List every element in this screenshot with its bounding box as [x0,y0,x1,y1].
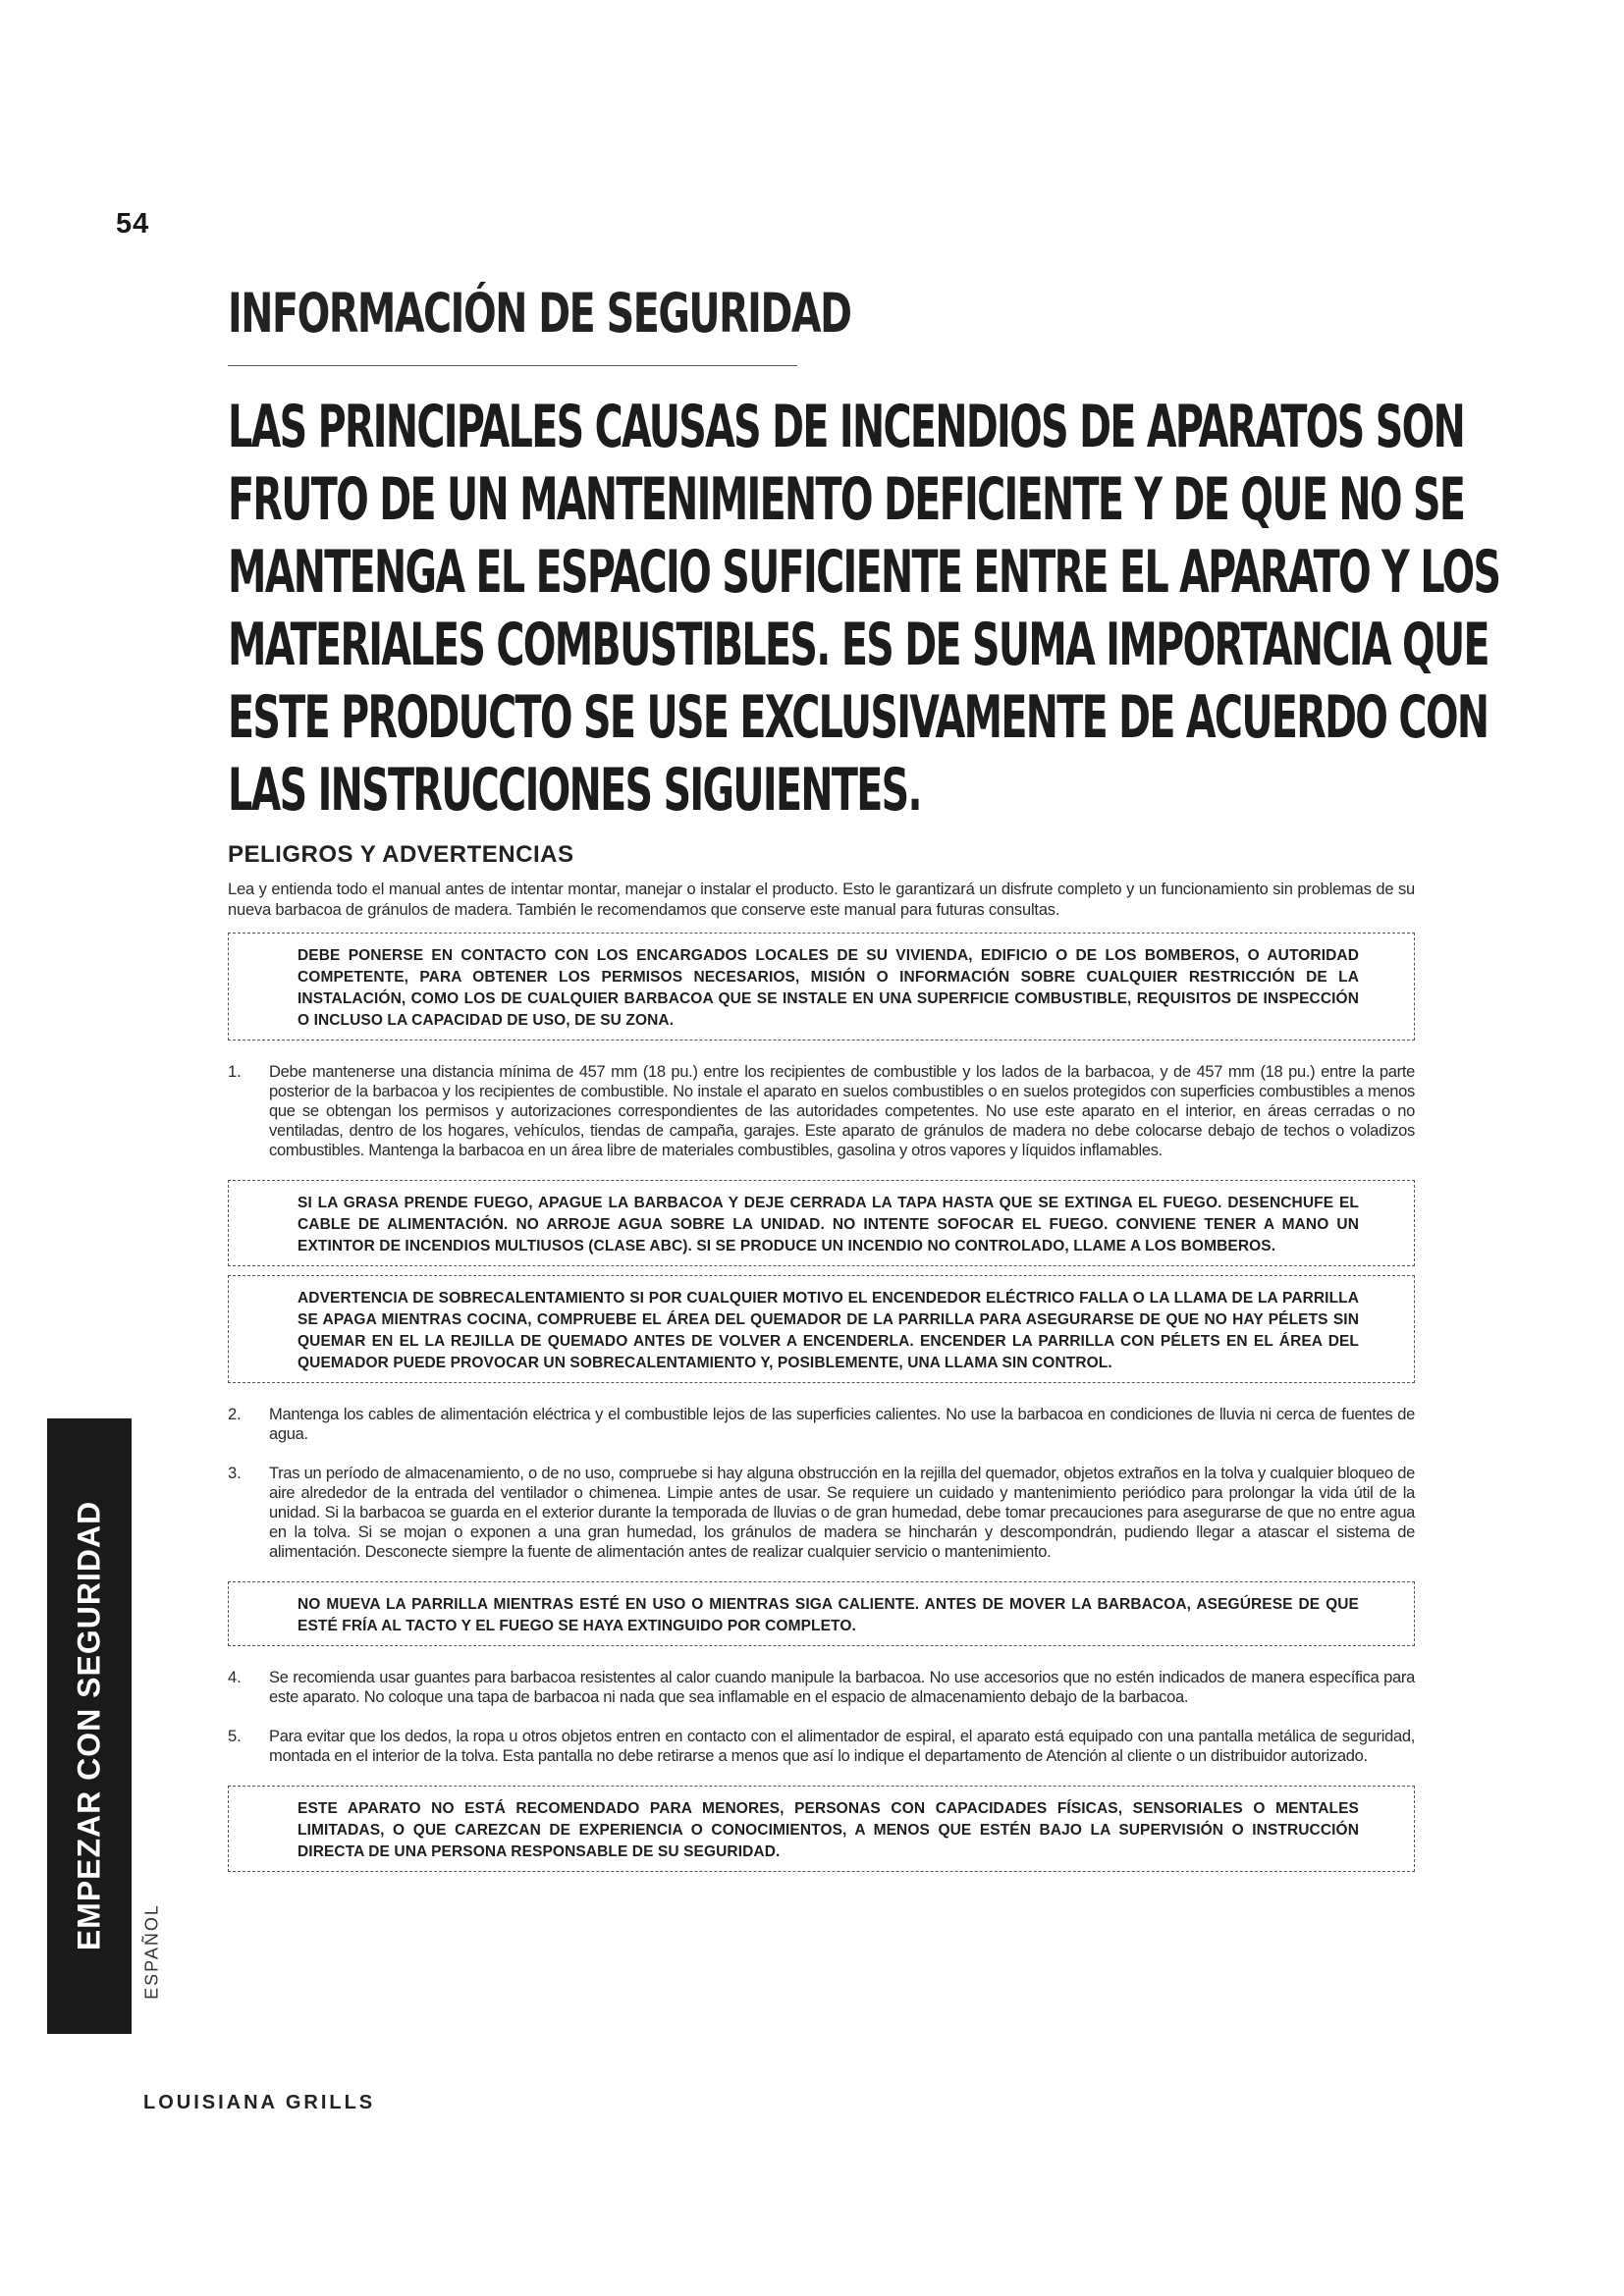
hazards-content [228,880,1415,1886]
item-number: 4. [228,1669,242,1686]
warning-box [228,1180,1415,1266]
headline-line: FRUTO DE UN MANTENIMIENTO DEFICIENTE Y DE QUE NO SE [228,465,1465,534]
page-title: INFORMACIÓN DE SEGURIDAD [228,282,851,345]
item-number: 1. [228,1063,242,1081]
list-item [228,1464,1415,1562]
section-side-tab [47,1418,132,2034]
list-item [228,1405,1415,1444]
warning-box [228,1786,1415,1872]
warning-text: DEBE PONERSE EN CONTACTO CON LOS ENCARGADOS LOCALES DE SU VIVIENDA, EDIFICIO O DE LOS BOMBEROS, O AUTORIDAD COMPETENTE, PARA OBTENER LOS PERMISOS NECESARIOS, MISIÓN O INFORMACIÓN SOBRE CUALQUIER RESTRICCIÓN DE LA INSTALACIÓN, COMO LOS DE CUALQUIER BARBACOA QUE SE INSTALE EN UNA SUPERFICIE COMBUSTIBLE, REQUISITOS DE INSPECCIÓN O INCLUSO LA CAPACIDAD DE USO, DE SU ZONA. [298,947,1359,1029]
warning-text: SI LA GRASA PRENDE FUEGO, APAGUE LA BARBACOA Y DEJE CERRADA LA TAPA HASTA QUE SE EXTINGA EL FUEGO. DESENCHUFE EL CABLE DE ALIMENTACIÓN. NO ARROJE AGUA SOBRE LA UNIDAD. NO INTENTE SOFOCAR EL FUEGO. CONVIENE TENER A MANO UN EXTINTOR DE INCENDIOS MULTIUSOS (CLASE ABC). SI SE PRODUCE UN INCENDIO NO CONTROLADO, LLAME A LOS BOMBEROS. [298,1195,1359,1255]
list-item [228,1668,1415,1707]
section-heading: PELIGROS Y ADVERTENCIAS [228,841,574,868]
headline-line: ESTE PRODUCTO SE USE EXCLUSIVAMENTE DE ACUERDO CON [228,683,1489,752]
warning-text: NO MUEVA LA PARRILLA MIENTRAS ESTÉ EN USO O MIENTRAS SIGA CALIENTE. ANTES DE MOVER LA BARBACOA, ASEGÚRESE DE QUE ESTÉ FRÍA AL TACTO Y EL FUEGO SE HAYA EXTINGUIDO POR COMPLETO. [298,1596,1359,1634]
list-item [228,1727,1415,1766]
warning-text: ESTE APARATO NO ESTÁ RECOMENDADO PARA MENORES, PERSONAS CON CAPACIDADES FÍSICAS, SENSORIALES O MENTALES LIMITADAS, O QUE CAREZCAN DE EXPERIENCIA O CONOCIMIENTOS, A MENOS QUE ESTÉN BAJO LA SUPERVISIÓN O INSTRUCCIÓN DIRECTA DE UNA PERSONA RESPONSABLE DE SU SEGURIDAD. [298,1800,1359,1860]
item-text: Para evitar que los dedos, la ropa u otros objetos entren en contacto con el alimentador de espiral, el aparato está equipado con una pantalla metálica de seguridad, montada en el interior de la tolva. Esta pantalla no debe retirarse a menos que así lo indique el departamento de Atención al cliente o un distribuidor autorizado. [269,1728,1415,1765]
list-item [228,1062,1415,1160]
page-number: 54 [116,208,150,240]
footer-brand: LOUISIANA GRILLS [143,2092,376,2113]
intro-paragraph: Lea y entienda todo el manual antes de intentar montar, manejar o instalar el producto. Esto le garantizará un disfrute completo y un funcionamiento sin problemas de su nueva barbacoa de gránulos de madera. También le recomendamos que conserve este manual para futuras consultas. [228,881,1415,919]
headline-line: LAS INSTRUCCIONES SIGUIENTES. [228,756,921,825]
item-text: Mantenga los cables de alimentación eléctrica y el combustible lejos de las superficies calientes. No use la barbacoa en condiciones de lluvia ni cerca de fuentes de agua. [269,1406,1415,1443]
language-label: ESPAÑOL [141,1903,162,2000]
item-number: 3. [228,1465,242,1482]
headline-line: MANTENGA EL ESPACIO SUFICIENTE ENTRE EL APARATO Y LOS [228,538,1500,607]
headline-line: MATERIALES COMBUSTIBLES. ES DE SUMA IMPORTANCIA QUE [228,611,1489,679]
warning-box [228,1581,1415,1646]
headline [228,391,1500,827]
warning-box [228,933,1415,1041]
warning-text: ADVERTENCIA DE SOBRECALENTAMIENTO SI POR CUALQUIER MOTIVO EL ENCENDEDOR ELÉCTRICO FALLA O LA LLAMA DE LA PARRILLA SE APAGA MIENTRAS COCINA, COMPRUEBE EL ÁREA DEL QUEMADOR DE LA PARRILLA PARA ASEGURARSE DE QUE NO HAY PÉLETS SIN QUEMAR EN EL LA REJILLA DE QUEMADO ANTES DE VOLVER A ENCENDERLA. ENCENDER LA PARRILLA CON PÉLETS EN EL ÁREA DEL QUEMADOR PUEDE PROVOCAR UN SOBRECALENTAMIENTO Y, POSIBLEMENTE, UNA LLAMA SIN CONTROL. [298,1290,1359,1371]
warning-box [228,1275,1415,1383]
item-text: Debe mantenerse una distancia mínima de 457 mm (18 pu.) entre los recipientes de combustible y los lados de la barbacoa, y de 457 mm (18 pu.) entre la parte posterior de la barbacoa y los recipientes de combustible. No instale el aparato en suelos combustibles o en suelos protegidos con superficies combustibles a menos que se obtengan los permisos y autorizaciones correspondientes de las autoridades competentes. No use este aparato en el interior, en áreas cerradas o no ventiladas, dentro de los hogares, vehículos, tiendas de campaña, garajes. Este aparato de gránulos de madera no debe colocarse debajo de techos o voladizos combustibles. Mantenga la barbacoa en un área libre de materiales combustibles, gasolina y otros vapores y líquidos inflamables. [269,1063,1415,1159]
headline-line: LAS PRINCIPALES CAUSAS DE INCENDIOS DE APARATOS SON [228,393,1465,461]
item-text: Se recomienda usar guantes para barbacoa resistentes al calor cuando manipule la barbacoa. No use accesorios que no estén indicados de manera específica para este aparato. No coloque una tapa de barbacoa ni nada que sea inflamable en el espacio de almacenamiento debajo de la barbacoa. [269,1669,1415,1706]
side-tab-label: EMPEZAR CON SEGURIDAD [71,1500,107,1951]
item-number: 2. [228,1406,242,1423]
item-number: 5. [228,1728,242,1745]
title-underline [228,365,797,366]
item-text: Tras un período de almacenamiento, o de no uso, compruebe si hay alguna obstrucción en la rejilla del quemador, objetos extraños en la tolva y cualquier bloqueo de aire alrededor de la entrada del ventilador o chimenea. Limpie antes de usar. Se requiere un cuidado y mantenimiento periódico para prolongar la vida útil de la unidad. Si la barbacoa se guarda en el exterior durante la temporada de lluvias o de gran humedad, debe tomar precauciones para asegurarse de que no entre agua en la tolva. Si se mojan o exponen a una gran humedad, los gránulos de madera se hincharán y descompondrán, pudiendo llegar a atascar el sistema de alimentación. Desconecte siempre la fuente de alimentación antes de realizar cualquier servicio o mantenimiento. [269,1465,1415,1561]
